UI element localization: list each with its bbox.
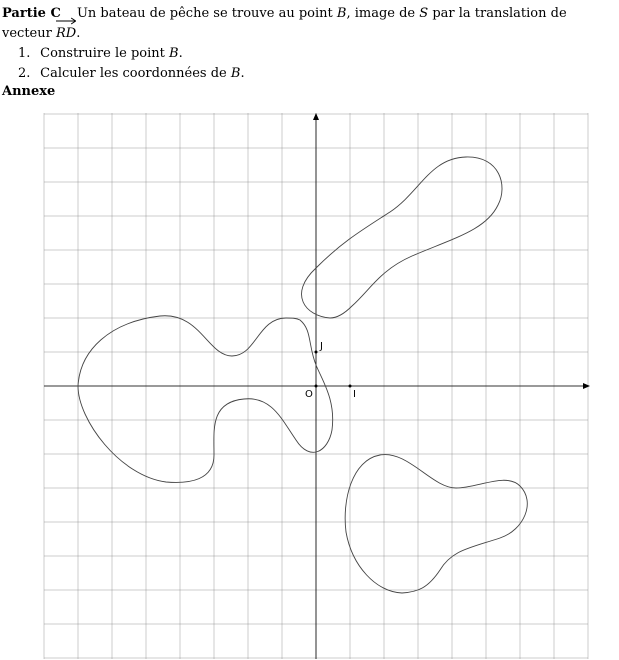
i-label: I: [353, 389, 356, 400]
point-b: B: [336, 6, 347, 21]
question-number: 1.: [18, 46, 31, 61]
question-end: .: [178, 46, 183, 61]
point-j-marker: [315, 351, 318, 354]
question-point: B: [230, 66, 241, 81]
point-i-marker: [349, 385, 352, 388]
x-axis-arrow-icon: [583, 383, 590, 389]
part-title: Partie C: [2, 6, 61, 21]
vector-name: RD: [55, 26, 77, 41]
point-s: S: [419, 6, 429, 21]
top-right-island-shape: [302, 157, 502, 318]
intro-text: Un bateau de pêche se trouve au point: [76, 6, 333, 21]
point-o-marker: [315, 385, 318, 388]
question-text: Calculer les coordonnées de: [40, 66, 227, 81]
intro-end: par la translation de vecteur: [2, 6, 567, 41]
question-text: Construire le point: [40, 46, 165, 61]
origin-label: O: [305, 389, 313, 400]
final-punct: .: [76, 26, 81, 41]
question-end: .: [240, 66, 245, 81]
question-number: 2.: [18, 66, 31, 81]
j-label: J: [320, 341, 323, 352]
annex-title: Annexe: [2, 84, 56, 99]
intro-mid: , image de: [346, 6, 416, 21]
question-point: B: [169, 46, 179, 61]
left-island-shape: [78, 316, 333, 483]
bottom-right-island-shape: [345, 455, 527, 593]
